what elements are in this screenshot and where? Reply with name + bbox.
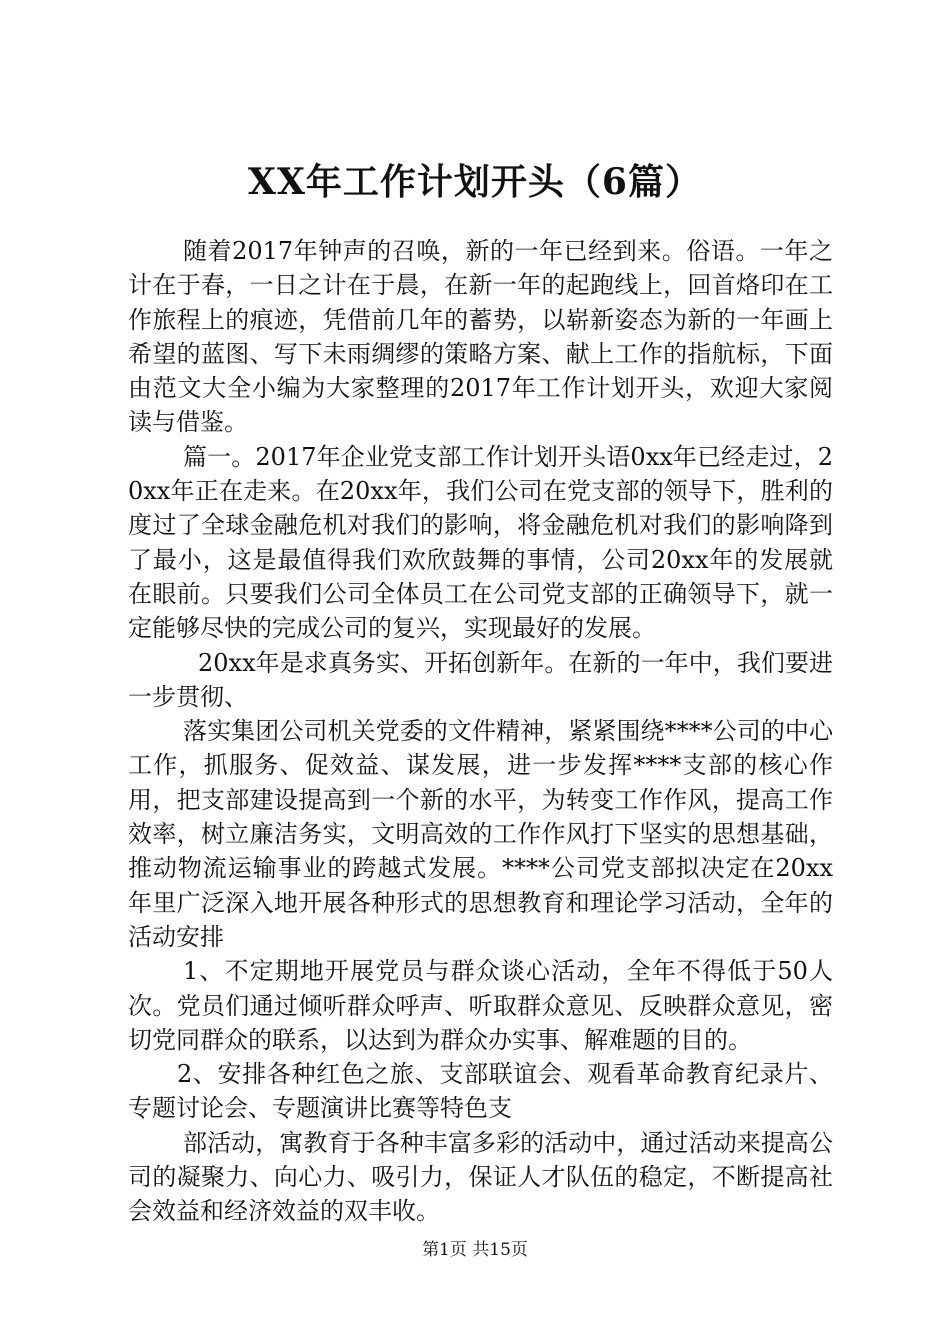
- paragraph-implementation: 落实集团公司机关党委的文件精神，紧紧围绕****公司的中心工作，抓服务、促效益、谋发展，进一步发挥****支部的核心作用，把支部建设提高到一个新的水平，为转变工作作风，提高工作效率，树立廉洁务实，文明高效的工作作风打下坚实的思想基础，推动物流运输事业的跨越式发展。****公司党支部拟决定在20xx年里广泛深入地开展各种形式的思想教育和理论学习活动，全年的活动安排: [128, 717, 833, 951]
- document-title: XX年工作计划开头（6篇）: [248, 161, 702, 203]
- paragraph-item-1: 1、不定期地开展党员与群众谈心活动，全年不得低于50人次。党员们通过倾听群众呼声、听取群众意见、反映群众意见，密切党同群众的联系，以达到为群众办实事、解难题的目的。: [128, 957, 833, 1054]
- paragraph-part-one: 篇一。2017年企业党支部工作计划开头语0xx年已经走过，20xx年正在走来。在20xx年，我们公司在党支部的领导下，胜利的度过了全球金融危机对我们的影响，将金融危机对我们的影响降到了最小，这是最值得我们欢欣鼓舞的事情，公司20xx年的发展就在眼前。只要我们公司全体员工在公司党支部的正确领导下，就一定能够尽快的完成公司的复兴，实现最好的发展。: [128, 442, 833, 643]
- paragraph-intro: 随着2017年钟声的召唤，新的一年已经到来。俗语。一年之计在于春，一日之计在于晨，在新一年的起跑线上，回首烙印在工作旅程上的痕迹，凭借前几年的蓄势，以崭新姿态为新的一年画上希望的蓝图、写下未雨绸缪的策略方案、献上工作的指航标，下面由范文大全小编为大家整理的2017年工作计划开头，欢迎大家阅读与借鉴。: [128, 237, 833, 437]
- paragraph-item-2: 2、安排各种红色之旅、支部联谊会、观看革命教育纪录片、专题讨论会、专题演讲比赛等特色支: [128, 1060, 833, 1123]
- document-body: [128, 234, 833, 1229]
- paragraph-activities: 部活动，寓教育于各种丰富多彩的活动中，通过活动来提高公司的凝聚力、向心力、吸引力，保证人才队伍的稳定，不断提高社会效益和经济效益的双丰收。: [128, 1128, 833, 1226]
- paragraph-year-theme: 20xx年是求真务实、开拓创新年。在新的一年中，我们要进一步贯彻、: [128, 648, 833, 711]
- page-footer: 第1页 共15页: [422, 1240, 528, 1260]
